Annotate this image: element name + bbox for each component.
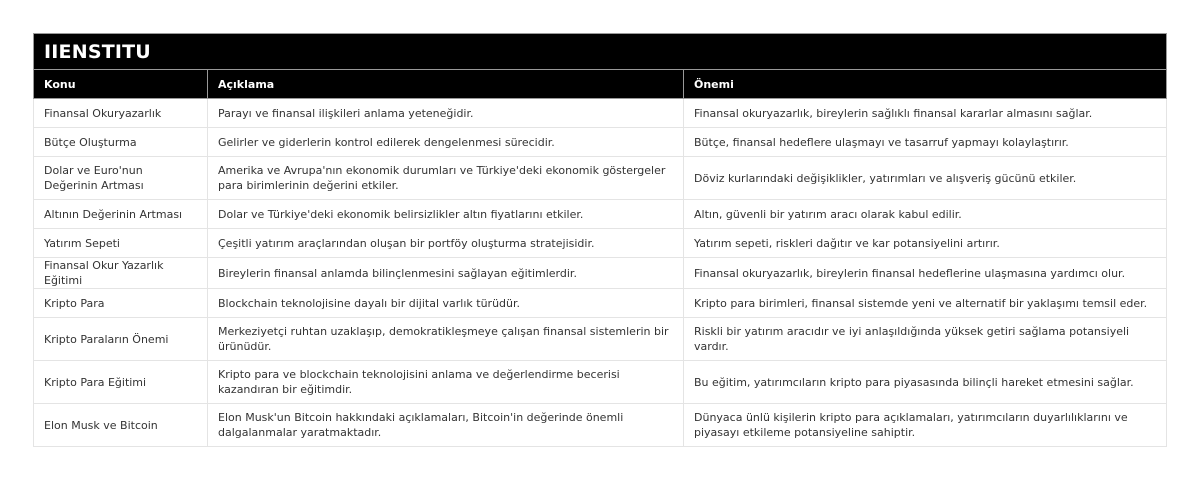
- cell-konu: Kripto Paraların Önemi: [34, 318, 208, 361]
- cell-onemi: Finansal okuryazarlık, bireylerin sağlıklı finansal kararlar almasını sağlar.: [684, 99, 1167, 128]
- cell-onemi: Kripto para birimleri, finansal sistemde yeni ve alternatif bir yaklaşımı temsil eder.: [684, 289, 1167, 318]
- cell-aciklama: Çeşitli yatırım araçlarından oluşan bir portföy oluşturma stratejisidir.: [208, 229, 684, 258]
- cell-aciklama: Kripto para ve blockchain teknolojisini anlama ve değerlendirme becerisi kazandıran bir eğitimdir.: [208, 361, 684, 404]
- table-row: [34, 99, 1167, 128]
- cell-aciklama: Bireylerin finansal anlamda bilinçlenmesini sağlayan eğitimlerdir.: [208, 258, 684, 289]
- cell-konu: Yatırım Sepeti: [34, 229, 208, 258]
- table-row: [34, 157, 1167, 200]
- table-title: IIENSTITU: [34, 34, 1167, 70]
- table-row: [34, 258, 1167, 289]
- cell-aciklama: Dolar ve Türkiye'deki ekonomik belirsizlikler altın fiyatlarını etkiler.: [208, 200, 684, 229]
- cell-aciklama: Blockchain teknolojisine dayalı bir dijital varlık türüdür.: [208, 289, 684, 318]
- cell-konu: Dolar ve Euro'nun Değerinin Artması: [34, 157, 208, 200]
- cell-onemi: Riskli bir yatırım aracıdır ve iyi anlaşıldığında yüksek getiri sağlama potansiyeli vardır.: [684, 318, 1167, 361]
- cell-aciklama: Merkeziyetçi ruhtan uzaklaşıp, demokratikleşmeye çalışan finansal sistemlerin bir ürünüdür.: [208, 318, 684, 361]
- cell-konu: Elon Musk ve Bitcoin: [34, 404, 208, 447]
- cell-konu: Altının Değerinin Artması: [34, 200, 208, 229]
- cell-konu: Kripto Para Eğitimi: [34, 361, 208, 404]
- table-row: [34, 289, 1167, 318]
- cell-onemi: Bütçe, finansal hedeflere ulaşmayı ve tasarruf yapmayı kolaylaştırır.: [684, 128, 1167, 157]
- content-table-container: [33, 33, 1166, 447]
- cell-aciklama: Gelirler ve giderlerin kontrol edilerek dengelenmesi sürecidir.: [208, 128, 684, 157]
- cell-onemi: Dünyaca ünlü kişilerin kripto para açıklamaları, yatırımcıların duyarlılıklarını ve piyasayı etkileme potansiyeline sahiptir.: [684, 404, 1167, 447]
- content-table: [33, 33, 1167, 447]
- cell-aciklama: Elon Musk'un Bitcoin hakkındaki açıklamaları, Bitcoin'in değerinde önemli dalgalanmalar yaratmaktadır.: [208, 404, 684, 447]
- table-row: [34, 404, 1167, 447]
- table-header-row: [34, 70, 1167, 99]
- cell-konu: Finansal Okur Yazarlık Eğitimi: [34, 258, 208, 289]
- table-row: [34, 128, 1167, 157]
- cell-onemi: Döviz kurlarındaki değişiklikler, yatırımları ve alışveriş gücünü etkiler.: [684, 157, 1167, 200]
- table-row: [34, 361, 1167, 404]
- table-row: [34, 318, 1167, 361]
- cell-konu: Bütçe Oluşturma: [34, 128, 208, 157]
- table-row: [34, 229, 1167, 258]
- cell-aciklama: Amerika ve Avrupa'nın ekonomik durumları ve Türkiye'deki ekonomik göstergeler para birimlerinin değerini etkiler.: [208, 157, 684, 200]
- table-title-row: [34, 34, 1167, 70]
- cell-onemi: Altın, güvenli bir yatırım aracı olarak kabul edilir.: [684, 200, 1167, 229]
- column-header-onemi: Önemi: [684, 70, 1167, 99]
- cell-konu: Kripto Para: [34, 289, 208, 318]
- column-header-konu: Konu: [34, 70, 208, 99]
- cell-onemi: Yatırım sepeti, riskleri dağıtır ve kar potansiyelini artırır.: [684, 229, 1167, 258]
- cell-konu: Finansal Okuryazarlık: [34, 99, 208, 128]
- table-row: [34, 200, 1167, 229]
- cell-aciklama: Parayı ve finansal ilişkileri anlama yeteneğidir.: [208, 99, 684, 128]
- column-header-aciklama: Açıklama: [208, 70, 684, 99]
- cell-onemi: Bu eğitim, yatırımcıların kripto para piyasasında bilinçli hareket etmesini sağlar.: [684, 361, 1167, 404]
- cell-onemi: Finansal okuryazarlık, bireylerin finansal hedeflerine ulaşmasına yardımcı olur.: [684, 258, 1167, 289]
